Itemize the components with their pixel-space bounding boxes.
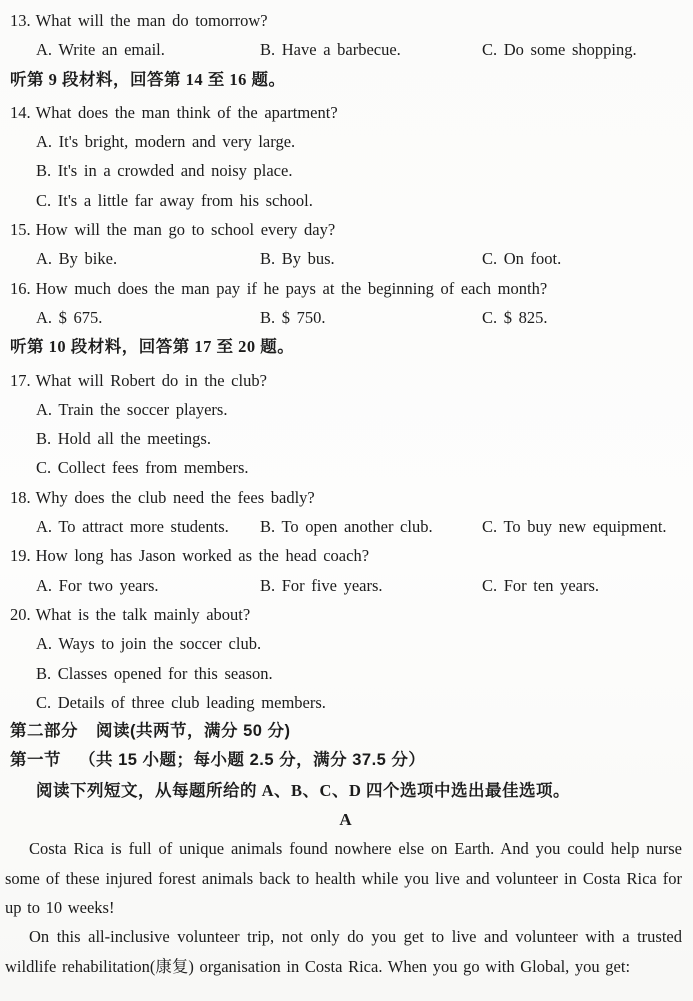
question-20-option-b: B. Classes opened for this season. xyxy=(36,663,273,683)
listening-material-9-instruction: 听第 9 段材料，回答第 14 至 16 题。 xyxy=(10,69,286,89)
option-c: C. For ten years. xyxy=(482,575,600,595)
question-17-option-a: A. Train the soccer players. xyxy=(36,399,228,419)
option-c: C. $ 825. xyxy=(482,307,548,327)
option-b: B. Have a barbecue. xyxy=(260,40,401,60)
question-19-options xyxy=(10,571,681,600)
question-17-option-b: B. Hold all the meetings. xyxy=(36,429,211,449)
option-c: C. To buy new equipment. xyxy=(482,517,667,537)
question-number: 18. xyxy=(10,487,31,507)
question-text: What is the talk mainly about? xyxy=(35,604,251,624)
question-number: 13. xyxy=(10,11,31,30)
question-text: What will Robert do in the club? xyxy=(35,370,267,390)
question-number: 15. xyxy=(10,220,31,240)
question-16 xyxy=(10,274,681,303)
option-a: A. $ 675. xyxy=(36,307,103,327)
question-text: What does the man think of the apartment? xyxy=(35,102,338,122)
question-18-options xyxy=(10,512,681,541)
question-13-options xyxy=(10,35,681,64)
option-a: A. To attract more students. xyxy=(36,517,229,537)
passage-paragraph-1: Costa Rica is full of unique animals found nowhere else on Earth. And you could help nurse some of these injured forest animals back to health while you live and volunteer in Costa Rica for up to 10 weeks! xyxy=(5,839,682,917)
question-15-options xyxy=(10,244,681,273)
question-20-option-a: A. Ways to join the soccer club. xyxy=(36,634,262,654)
part2-title: 阅读(共两节，满分 50 分) xyxy=(96,722,291,741)
passage-label-a: A xyxy=(339,810,352,830)
question-text: What will the man do tomorrow? xyxy=(35,11,268,30)
passage-paragraph-2: On this all-inclusive volunteer trip, not only do you get to live and volunteer with a trusted wildlife rehabilitation(康复) organisation in Costa Rica. When you go with Global, you get: xyxy=(5,927,682,976)
question-14-option-a: A. It's bright, modern and very large. xyxy=(36,132,296,152)
option-b: B. $ 750. xyxy=(260,307,326,327)
option-b: B. To open another club. xyxy=(260,517,433,537)
question-number: 16. xyxy=(10,278,31,298)
question-15 xyxy=(10,215,681,244)
question-18 xyxy=(10,483,681,512)
question-number: 19. xyxy=(10,546,31,566)
question-text: Why does the club need the fees badly? xyxy=(35,487,315,507)
question-number: 20. xyxy=(10,604,31,624)
option-a: A. Write an email. xyxy=(36,40,165,60)
question-text: How will the man go to school every day? xyxy=(35,220,336,240)
question-20-option-c: C. Details of three club leading members. xyxy=(36,692,326,712)
question-number: 17. xyxy=(10,370,31,390)
question-17-option-c: C. Collect fees from members. xyxy=(36,458,249,478)
listening-material-10-instruction: 听第 10 段材料，回答第 17 至 20 题。 xyxy=(10,337,295,357)
section1-title: （共 15 小题；每小题 2.5 分，满分 37.5 分） xyxy=(79,751,426,770)
question-text: How much does the man pay if he pays at the beginning of each month? xyxy=(35,278,548,298)
question-17 xyxy=(10,366,681,395)
part2-header xyxy=(10,717,681,746)
question-16-options xyxy=(10,303,681,332)
question-20 xyxy=(10,600,681,629)
section1-label: 第一节 xyxy=(10,751,61,770)
option-c: C. Do some shopping. xyxy=(482,40,637,60)
option-c: C. On foot. xyxy=(482,249,562,269)
question-19 xyxy=(10,541,681,570)
option-b: B. For five years. xyxy=(260,575,383,595)
question-text: How long has Jason worked as the head coach? xyxy=(35,546,370,566)
reading-instruction: 阅读下列短文，从每题所给的 A、B、C、D 四个选项中选出最佳选项。 xyxy=(36,780,571,800)
question-number: 14. xyxy=(10,102,31,122)
section1-header xyxy=(10,746,681,775)
question-13 xyxy=(10,6,681,35)
question-14-option-c: C. It's a little far away from his school. xyxy=(36,190,313,210)
question-14 xyxy=(10,98,681,127)
option-a: A. By bike. xyxy=(36,249,118,269)
option-a: A. For two years. xyxy=(36,575,159,595)
option-b: B. By bus. xyxy=(260,249,335,269)
question-14-option-b: B. It's in a crowded and noisy place. xyxy=(36,161,293,181)
part2-label: 第二部分 xyxy=(10,722,78,741)
